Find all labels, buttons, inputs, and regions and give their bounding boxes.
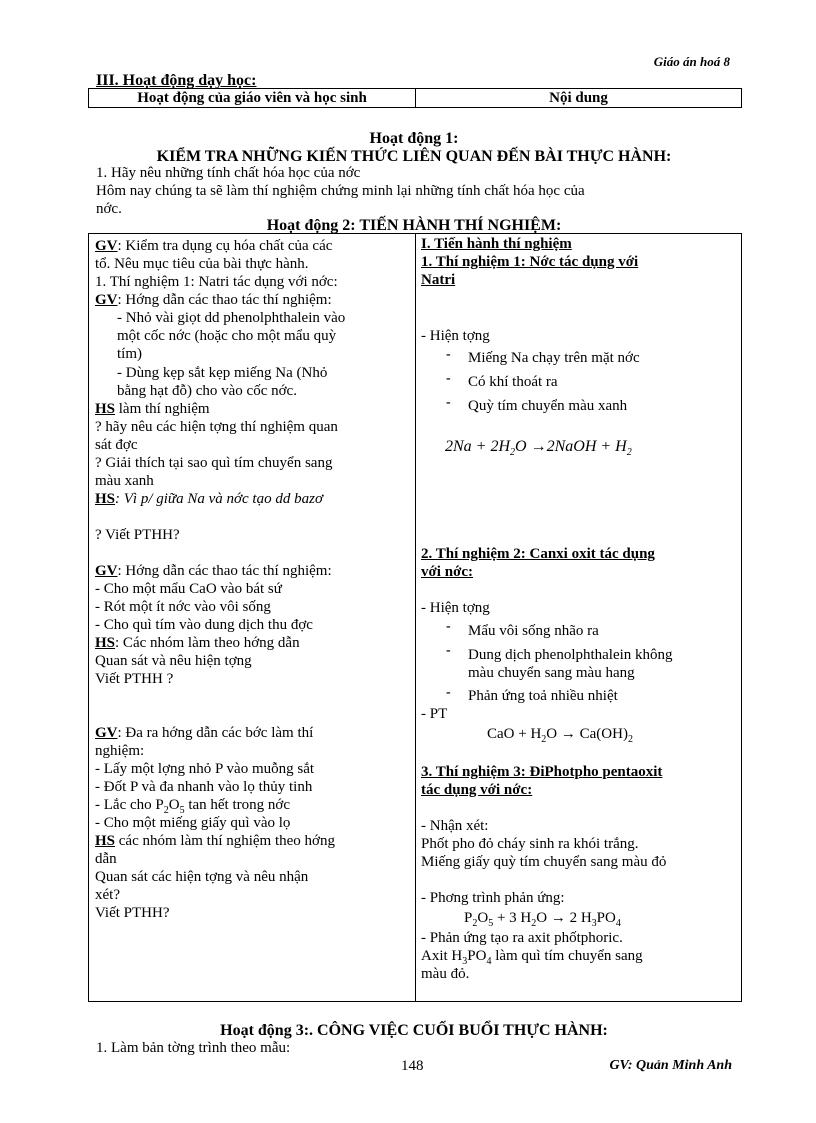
- right-exp1-title-a: 1. Thí nghiệm 1: Nớc tác dụng với: [421, 254, 639, 270]
- left-s2c: - Cho quì tím vào dung dịch thu đợc: [95, 617, 313, 633]
- left-s2b: - Rót một ít nớc vào vôi sống: [95, 599, 271, 615]
- equation-2: CaO + $H_2O \to Ca(OH)_2$: [487, 726, 633, 745]
- left-q1b: sát đợc: [95, 437, 138, 453]
- table-header: [88, 88, 742, 108]
- header-subject: Giáo án hoá 8: [653, 54, 730, 69]
- right-nx2: Miếng giấy quỳ tím chuyển sang màu đỏ: [421, 854, 667, 870]
- right-exp2-title-b: với nớc:: [421, 564, 474, 580]
- right-obs1: - Hiện tợng: [421, 328, 490, 344]
- right-obs1-item1: Miếng Na chạy trên mặt nớc: [468, 350, 640, 366]
- activity1-subtitle: KIỂM TRA NHỮNG KIẾN THỨC LIÊN QUAN ĐẾN BÀI THỰC HÀNH:: [156, 148, 672, 165]
- left-s3c: - Lắc cho $P_2O_5$ tan hết trong nớc: [95, 797, 290, 816]
- left-s2d: Quan sát và nêu hiện tợng: [95, 653, 252, 669]
- left-step2a: - Dùng kẹp sắt kẹp miếng Na (Nhỏ: [117, 365, 328, 381]
- left-hs3: HS: Các nhóm làm theo hớng dẫn: [95, 635, 300, 651]
- dash-icon: -: [446, 619, 451, 634]
- left-step1a: - Nhỏ vài giọt dd phenolphthalein vào: [117, 310, 346, 326]
- right-obs2-item2a: Dung dịch phenolphthalein không: [468, 647, 673, 663]
- page-number: 148: [401, 1058, 424, 1074]
- left-gv1: GV: Kiểm tra dụng cụ hóa chất của các: [95, 238, 333, 254]
- left-s3d: - Cho một miếng giấy quì vào lọ: [95, 815, 291, 831]
- left-hs4: HS các nhóm làm thí nghiệm theo hớng: [95, 833, 335, 849]
- left-q2b: màu xanh: [95, 473, 154, 489]
- right-nx1: Phốt pho đỏ cháy sinh ra khói trắng.: [421, 836, 639, 852]
- table-header-col1: Hoạt động của giáo viên và học sinh: [137, 90, 367, 106]
- right-obs2: - Hiện tợng: [421, 600, 490, 616]
- left-s3f: xét?: [95, 887, 120, 903]
- dash-icon: -: [446, 643, 451, 658]
- right-pt: - PT: [421, 706, 448, 722]
- left-gv4-2: nghiệm:: [95, 743, 145, 759]
- dash-icon: -: [446, 371, 451, 386]
- activity3-line1: 1. Làm bản tờng trình theo mẫu:: [96, 1040, 291, 1056]
- right-pt2: - Phơng trình phản ứng:: [421, 890, 565, 906]
- activity3-title: Hoạt động 3:. CÔNG VIỆC CUỐI BUỔI THỰC HÀNH:: [220, 1022, 608, 1039]
- activity1-line2: Hôm nay chúng ta sẽ làm thí nghiệm chứng minh lại những tính chất hóa học của: [96, 183, 585, 199]
- right-pu: - Phản ứng tạo ra axit phốtphoric.: [421, 930, 623, 946]
- left-step1b: một cốc nớc (hoặc cho một mẩu quỳ: [117, 328, 337, 344]
- left-s3g: Viết PTHH?: [95, 905, 170, 921]
- equation-3: $P_2O_5 + 3$ $H_2O \to 2$ $H_3PO_4$: [464, 910, 621, 929]
- footer-author: GV: Quản Minh Anh: [609, 1058, 732, 1073]
- activity1-line3: nớc.: [96, 201, 122, 217]
- left-hs1: HS làm thí nghiệm: [95, 401, 210, 417]
- left-hs4-2: dẫn: [95, 851, 117, 867]
- dash-icon: -: [446, 395, 451, 410]
- right-exp2-title-a: 2. Thí nghiệm 2: Canxi oxit tác dụng: [421, 546, 655, 562]
- table-header-col2: Nội dung: [549, 90, 608, 106]
- right-nx: - Nhận xét:: [421, 818, 489, 834]
- dash-icon: -: [446, 685, 451, 700]
- left-s2a: - Cho một mẩu CaO vào bát sứ: [95, 581, 282, 597]
- left-q1a: ? hãy nêu các hiện tợng thí nghiệm quan: [95, 419, 338, 435]
- right-obs1-item2: Có khí thoát ra: [468, 374, 558, 390]
- left-step2b: bằng hạt đỗ) cho vào cốc nớc.: [117, 383, 297, 399]
- left-exp1: 1. Thí nghiệm 1: Natri tác dụng với nớc:: [95, 274, 338, 290]
- activity2-title: Hoạt động 2: TIẾN HÀNH THÍ NGHIỆM:: [266, 217, 562, 234]
- dash-icon: -: [446, 347, 451, 362]
- activity1-line1: 1. Hãy nêu những tính chất hóa học của nớc: [96, 165, 361, 181]
- right-exp1-title-b: Natri: [421, 272, 456, 288]
- left-gv1-2: tổ. Nêu mục tiêu của bài thực hành.: [95, 256, 309, 272]
- right-obs2-item3: Phản ứng toả nhiều nhiệt: [468, 688, 618, 704]
- section-title: III. Hoạt động dạy học:: [96, 72, 257, 89]
- left-step1c: tím): [117, 346, 142, 362]
- activity1-title: Hoạt động 1:: [369, 130, 459, 147]
- left-s3b: - Đốt P và đa nhanh vào lọ thủy tinh: [95, 779, 313, 795]
- left-hs2: HS: Vì p/ giữa Na và nớc tạo dd bazơ: [95, 491, 323, 507]
- left-gv4: GV: Đa ra hớng dẫn các bớc làm thí: [95, 725, 314, 741]
- right-exp3-title-b: tác dụng với nớc:: [421, 782, 533, 798]
- left-s3a: - Lấy một lợng nhỏ P vào muỗng sắt: [95, 761, 315, 777]
- right-title: I. Tiến hành thí nghiệm: [421, 236, 572, 252]
- left-s2e: Viết PTHH ?: [95, 671, 174, 687]
- right-obs2-item2b: màu chuyển sang màu hang: [468, 665, 635, 681]
- left-gv2: GV: Hớng dẫn các thao tác thí nghiệm:: [95, 292, 332, 308]
- right-exp3-title-a: 3. Thí nghiệm 3: ĐiPhotpho pentaoxit: [421, 764, 663, 780]
- right-pu2: Axit $H_3PO_4$ làm quì tím chuyển sang: [421, 948, 643, 967]
- left-q2a: ? Giải thích tại sao quì tím chuyển sang: [95, 455, 333, 471]
- left-q3: ? Viết PTHH?: [95, 527, 180, 543]
- left-gv3: GV: Hớng dẫn các thao tác thí nghiệm:: [95, 563, 332, 579]
- equation-1: $2Na + 2H_2O$ →2NaOH + $H_2$: [445, 438, 632, 459]
- right-pu3: màu đỏ.: [421, 966, 470, 982]
- left-s3e: Quan sát các hiện tợng và nêu nhận: [95, 869, 309, 885]
- right-obs1-item3: Quỳ tím chuyển màu xanh: [468, 398, 628, 414]
- right-obs2-item1: Mẩu vôi sống nhão ra: [468, 623, 599, 639]
